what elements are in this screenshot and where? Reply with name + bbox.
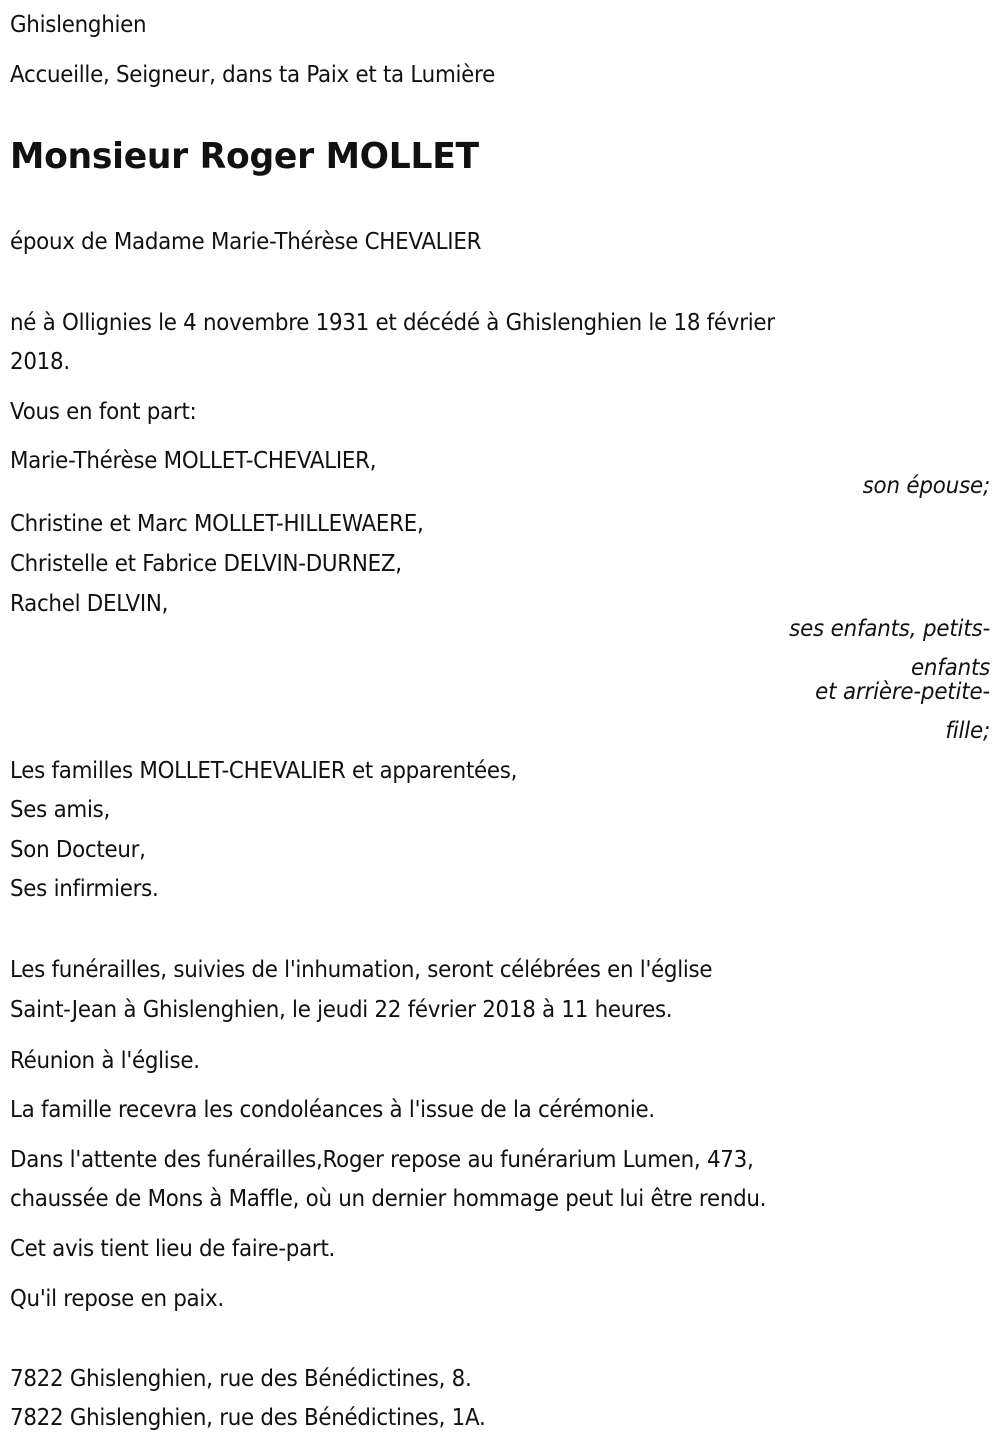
family-other: Ses amis, bbox=[10, 797, 111, 823]
funeral-line-2: Saint-Jean à Ghislenghien, le jeudi 22 février 2018 à 11 heures. bbox=[10, 997, 673, 1023]
relation-children-line: ses enfants, petits- bbox=[789, 616, 990, 642]
family-child-name: Christelle et Fabrice DELVIN-DURNEZ, bbox=[10, 551, 402, 577]
relation-spouse: son épouse; bbox=[862, 473, 990, 499]
birth-death-line-1: né à Ollignies le 4 novembre 1931 et décédé à Ghislenghien le 18 février bbox=[10, 310, 775, 336]
closing-line: Qu'il repose en paix. bbox=[10, 1286, 224, 1312]
birth-death-line-2: 2018. bbox=[10, 349, 70, 375]
family-child-name: Christine et Marc MOLLET-HILLEWAERE, bbox=[10, 511, 424, 537]
relation-children-line: fille; bbox=[945, 718, 990, 744]
relation-children-line: enfants bbox=[910, 655, 990, 681]
location: Ghislenghien bbox=[10, 12, 147, 38]
family-other: Son Docteur, bbox=[10, 837, 146, 863]
family-spouse-name: Marie-Thérèse MOLLET-CHEVALIER, bbox=[10, 448, 377, 474]
family-child-name: Rachel DELVIN, bbox=[10, 591, 169, 617]
relation-children-line: et arrière-petite- bbox=[815, 679, 990, 705]
family-other: Ses infirmiers. bbox=[10, 876, 159, 902]
family-other: Les familles MOLLET-CHEVALIER et apparentées, bbox=[10, 758, 518, 784]
spouse-line: époux de Madame Marie-Thérèse CHEVALIER bbox=[10, 229, 482, 255]
deceased-name-title: Monsieur Roger MOLLET bbox=[10, 136, 479, 177]
meeting-line: Réunion à l'église. bbox=[10, 1048, 200, 1074]
notice-line: Cet avis tient lieu de faire-part. bbox=[10, 1236, 336, 1262]
announce-intro: Vous en font part: bbox=[10, 399, 197, 425]
prayer-line: Accueille, Seigneur, dans ta Paix et ta Lumière bbox=[10, 62, 495, 88]
address-line: 7822 Ghislenghien, rue des Bénédictines, 8. bbox=[10, 1366, 472, 1392]
viewing-line-2: chaussée de Mons à Maffle, où un dernier hommage peut lui être rendu. bbox=[10, 1186, 767, 1212]
viewing-line-1: Dans l'attente des funérailles,Roger repose au funérarium Lumen, 473, bbox=[10, 1147, 754, 1173]
condolences-line: La famille recevra les condoléances à l'issue de la cérémonie. bbox=[10, 1097, 655, 1123]
funeral-line-1: Les funérailles, suivies de l'inhumation, seront célébrées en l'église bbox=[10, 957, 713, 983]
address-line: 7822 Ghislenghien, rue des Bénédictines, 1A. bbox=[10, 1405, 486, 1431]
